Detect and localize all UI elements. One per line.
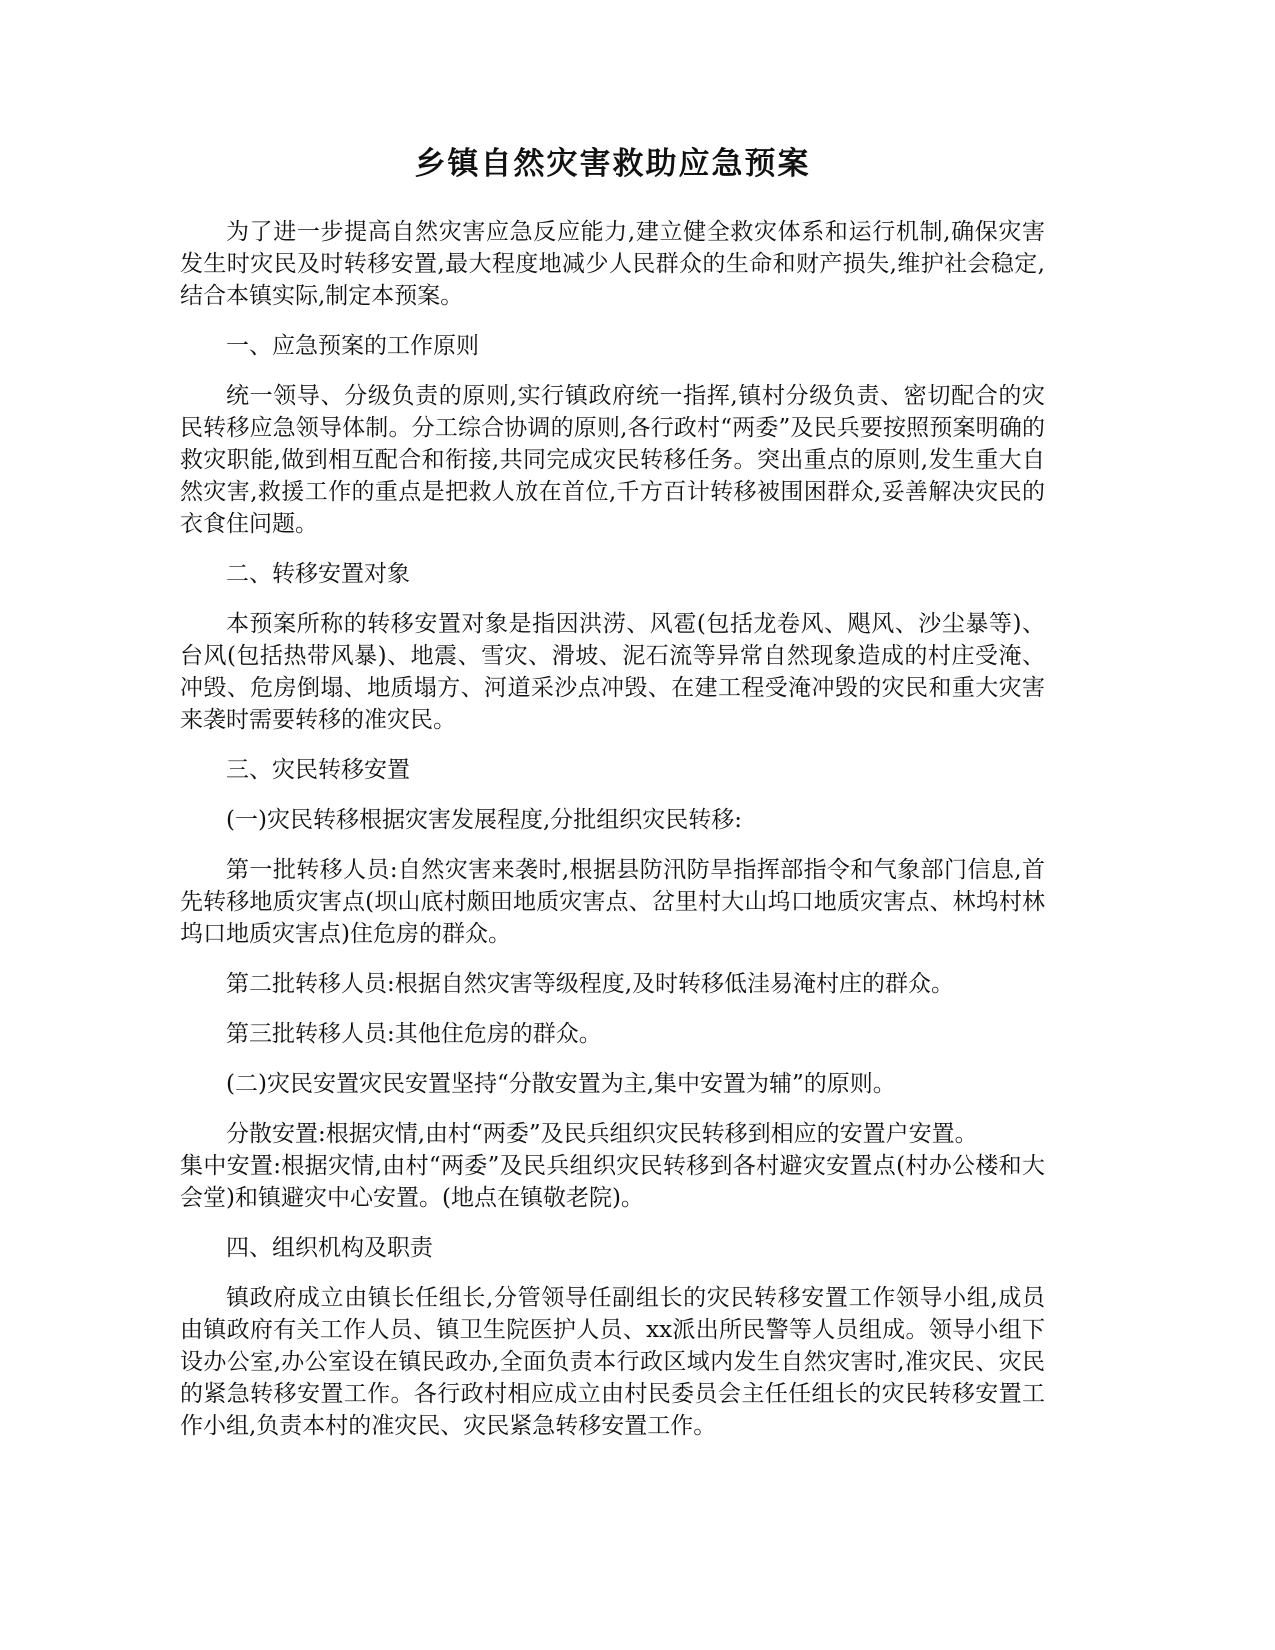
document-page [180, 140, 1045, 1460]
relocation-batch3: 第三批转移人员:其他住危房的群众。 [226, 1021, 602, 1047]
dispersed-placement: 分散安置:根据灾情,由村“两委”及民兵组织灾民转移到相应的安置户安置。 [226, 1121, 978, 1147]
centralized-placement: 集中安置:根据灾情,由村“两委”及民兵组织灾民转移到各村避灾安置点(村办公楼和大会堂)和镇避灾中心安置。(地点在镇敬老院)。 [180, 1153, 1045, 1211]
relocation-batch1: 第一批转移人员:自然灾害来袭时,根据县防汛防旱指挥部指令和气象部门信息,首先转移地质灾害点(坝山底村颇田地质灾害点、岔里村大山坞口地质灾害点、林坞村林坞口地质灾害点)住危房的群众。 [180, 857, 1045, 947]
relocation-batch2: 第二批转移人员:根据自然灾害等级程度,及时转移低洼易淹村庄的群众。 [226, 971, 955, 997]
section-heading-organization: 四、组织机构及职责 [226, 1235, 433, 1261]
organization-paragraph: 镇政府成立由镇长任组长,分管领导任副组长的灾民转移安置工作领导小组,成员由镇政府有关工作人员、镇卫生院医护人员、xx派出所民警等人员组成。领导小组下设办公室,办公室设在镇民政办,全面负责本行政区域内发生自然灾害时,准灾民、灾民的紧急转移安置工作。各行政村相应成立由村民委员会主任任组长的灾民转移安置工作小组,负责本村的准灾民、灾民紧急转移安置工作。 [180, 1285, 1045, 1439]
principles-paragraph: 统一领导、分级负责的原则,实行镇政府统一指挥,镇村分级负责、密切配合的灾民转移应急领导体制。分工综合协调的原则,各行政村“两委”及民兵要按照预案明确的救灾职能,做到相互配合和衔接,共同完成灾民转移任务。突出重点的原则,发生重大自然灾害,救援工作的重点是把救人放在首位,千方百计转移被围困群众,妥善解决灾民的衣食住问题。 [180, 383, 1045, 537]
section-heading-relocation: 三、灾民转移安置 [226, 757, 410, 783]
relocation-sub1: (一)灾民转移根据灾害发展程度,分批组织灾民转移: [226, 807, 743, 833]
intro-paragraph: 为了进一步提高自然灾害应急反应能力,建立健全救灾体系和运行机制,确保灾害发生时灾民及时转移安置,最大程度地减少人民群众的生命和财产损失,维护社会稳定,结合本镇实际,制定本预案。 [180, 219, 1045, 309]
targets-paragraph: 本预案所称的转移安置对象是指因洪涝、风雹(包括龙卷风、飓风、沙尘暴等)、台风(包括热带风暴)、地震、雪灾、滑坡、泥石流等异常自然现象造成的村庄受淹、冲毁、危房倒塌、地质塌方、河道采沙点冲毁、在建工程受淹冲毁的灾民和重大灾害来袭时需要转移的准灾民。 [180, 611, 1045, 733]
section-heading-targets: 二、转移安置对象 [226, 561, 410, 587]
relocation-sub2: (二)灾民安置灾民安置坚持“分散安置为主,集中安置为辅”的原则。 [226, 1071, 896, 1097]
section-heading-principles: 一、应急预案的工作原则 [226, 333, 479, 359]
placement-block [180, 1118, 1045, 1214]
document-title: 乡镇自然灾害救助应急预案 [414, 146, 811, 182]
